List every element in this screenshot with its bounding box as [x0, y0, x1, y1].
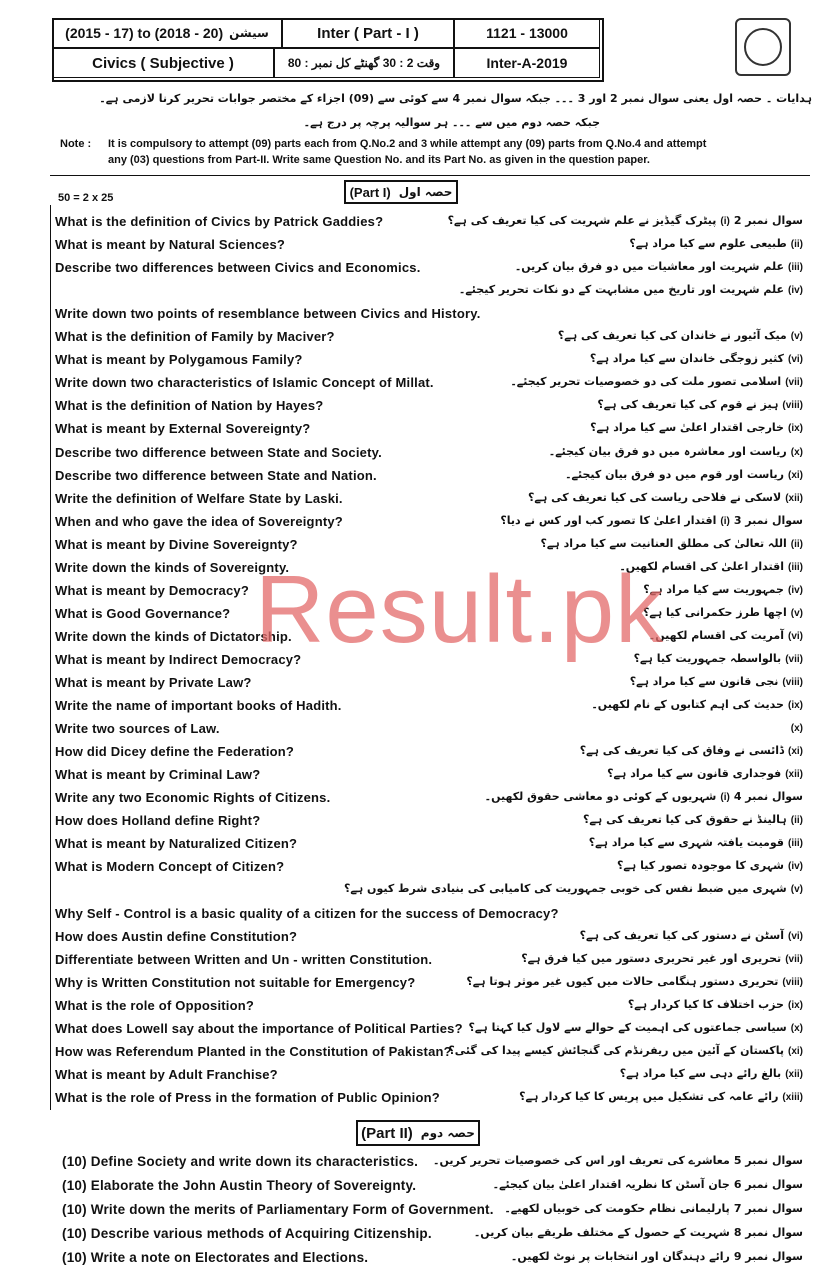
part1-label-en: (Part I) [349, 184, 391, 200]
long-question-body: Define Society and write down its characteristics. [90, 1154, 419, 1169]
long-question-number-label: سوال نمبر 8 [733, 1226, 803, 1239]
question-text-en: How did Dicey define the Federation? [55, 744, 295, 760]
question-part-number: (ii) [790, 239, 803, 251]
question-text-ur-body: نجی قانون سے کیا مراد ہے؟ [629, 675, 779, 688]
question-text-ur-body: حزب اختلاف کا کیا کردار ہے؟ [627, 997, 784, 1011]
question-text-en: Describe two difference between State and Nation. [55, 467, 377, 483]
question-text-ur [344, 882, 803, 895]
long-question-marks: (10) [62, 1250, 91, 1265]
question-text-ur-body: علم شہریت اور معاشیات میں دو فرق بیان کریں۔ [514, 260, 784, 274]
question-text-en: What does Lowell say about the importance of Political Parties? [55, 1020, 463, 1036]
question-part-number: (xiii) [782, 1091, 803, 1103]
question-text-ur [649, 629, 803, 642]
long-question-body-ur: جان آسٹن کا نظریہ اقتدار اعلیٰ بیان کیجئے۔ [492, 1178, 730, 1191]
question-text-ur [521, 952, 803, 965]
question-text-ur-body: بالواسطہ جمہوریت کیا ہے؟ [633, 651, 782, 665]
question-text-ur [597, 398, 803, 411]
question-row [55, 834, 803, 856]
question-text-en: What is the role of Press in the formation of Public Opinion? [55, 1089, 440, 1105]
note-line-2: any (03) questions from Part-II. Write same Question No. and its Part No. as given in the question paper. [108, 154, 650, 166]
question-part-number: (ix) [787, 423, 803, 435]
question-text-en: Write two sources of Law. [55, 721, 220, 737]
long-question-body-ur: معاشرے کی تعریف اور اس کی خصوصیات تحریر کریں۔ [433, 1154, 730, 1167]
question-row [55, 1088, 803, 1110]
paper-title: Inter ( Part - I ) [317, 24, 419, 42]
question-text-en: What is Modern Concept of Citizen? [55, 859, 285, 875]
question-part-number: (ii) [790, 815, 803, 827]
question-text-ur-body: ڈائسی نے وفاق کی کیا تعریف کی ہے؟ [579, 744, 784, 758]
question-text-en: Write down the kinds of Sovereignty. [55, 559, 290, 575]
instructions-urdu-1: ہدایات ۔ حصہ اول یعنی سوال نمبر 2 اور 3 ۔۔۔ جبکہ سوال نمبر 4 سے کوئی سے (09) اجزاء کے مختصر جوابات تحریر کرنا لازمی ہے۔ [99, 92, 812, 105]
question-text-ur-body: اقتدار اعلیٰ کی اقسام لکھیں۔ [619, 559, 784, 573]
question-text-en: Why Self - Control is a basic quality of a citizen for the success of Democracy? [55, 905, 559, 921]
question-text-en: How does Holland define Right? [55, 813, 261, 829]
question-text-ur-body: تحریری اور غیر تحریری دستور میں کیا فرق ہے؟ [521, 951, 782, 965]
question-text-en: Write the name of important books of Hadith. [55, 698, 342, 714]
long-question-text-en [62, 1202, 494, 1217]
question-text-ur [549, 445, 803, 458]
question-text-ur-body: ریاست اور قوم میں دو فرق بیان کیجئے۔ [565, 467, 784, 481]
session-range: (2015 - 17) to (2018 - 20) [65, 25, 224, 41]
long-question-body: Elaborate the John Austin Theory of Sovereignty. [90, 1178, 417, 1193]
question-text-ur [629, 237, 803, 250]
question-text-en: Describe two difference between State and Society. [55, 444, 382, 460]
question-text-en: How does Austin define Constitution? [55, 928, 298, 944]
question-text-ur [468, 1021, 803, 1034]
question-text-ur-body: رائے عامہ کی تشکیل میں پریس کا کیا کردار ہے؟ [519, 1089, 779, 1103]
question-text-ur [540, 537, 803, 550]
question-text-ur [459, 283, 803, 296]
question-text-ur [589, 836, 803, 849]
question-part-number: (i) [720, 216, 730, 227]
question-row [55, 880, 803, 902]
time-marks-cell [274, 48, 454, 78]
long-question-marks: (10) [62, 1178, 91, 1193]
question-part-number: (iii) [787, 838, 803, 850]
question-text-ur-body: قومیت یافتہ شہری سے کیا مراد ہے؟ [588, 836, 784, 850]
question-text-en: How was Referendum Planted in the Constitution of Pakistan? [55, 1043, 452, 1059]
long-question-marks: (10) [62, 1226, 91, 1241]
board-seal-icon [735, 18, 791, 76]
question-text-en: What is meant by Divine Sovereignty? [55, 536, 298, 552]
session-cell [52, 18, 282, 48]
question-part-number: (vii) [785, 377, 803, 389]
question-text-en: What is meant by External Sovereignty? [55, 421, 311, 437]
question-text-en: What is the definition of Civics by Patrick Gaddies? [55, 214, 384, 229]
question-text-ur [448, 1044, 803, 1057]
question-text-ur [630, 675, 803, 688]
question-text-ur [591, 698, 803, 711]
long-question-text-ur [474, 1226, 803, 1239]
question-text-ur-body: شہری میں ضبط نفس کی خوبی جمہوریت کی کامیابی کی بنیادی شرط کیوں ہے؟ [343, 882, 787, 896]
question-text-ur-body: علم شہریت اور تاریخ میں مشابہت کے دو نکات تحریر کیجئے۔ [458, 283, 784, 297]
watermark: Result.pk [255, 556, 665, 663]
question-text-en: What is meant by Indirect Democracy? [55, 651, 302, 667]
question-text-ur [617, 859, 803, 872]
question-part-number: (x) [790, 446, 803, 458]
question-row [55, 927, 803, 949]
question-row [55, 281, 803, 303]
question-row [55, 904, 803, 926]
question-text-ur [519, 1090, 803, 1103]
long-question-body-ur: شہریت کے حصول کے مختلف طریقے بیان کریں۔ [473, 1226, 730, 1239]
question-text-ur [466, 975, 803, 988]
long-question-body: Write down the merits of Parliamentary Form of Government. [90, 1202, 494, 1217]
long-question-text-en [62, 1178, 416, 1193]
long-question-body: Describe various methods of Acquiring Citizenship. [90, 1226, 432, 1241]
question-text-en: What is the definition of Family by Maciver? [55, 329, 335, 345]
question-text-ur-body: جمہوریت سے کیا مراد ہے؟ [643, 582, 784, 596]
question-row [55, 443, 803, 465]
long-question-marks: (10) [62, 1154, 91, 1169]
question-row [55, 535, 803, 557]
question-part-number: (i) [720, 515, 730, 527]
question-part-number: (xi) [787, 746, 803, 758]
question-text-ur [528, 491, 803, 504]
subject-title: Civics ( Subjective ) [92, 54, 234, 72]
question-number-label: سوال نمبر 4 [733, 790, 803, 804]
long-question-text-ur [511, 1250, 803, 1263]
paper-code-cell [454, 48, 600, 78]
long-question-body: Write a note on Electorates and Elections. [90, 1250, 369, 1265]
question-row [55, 489, 803, 511]
question-text-en: Differentiate between Written and Un - written Constitution. [55, 951, 433, 967]
question-row [55, 696, 803, 718]
part1-marks: 50 = 2 x 25 [58, 192, 114, 204]
question-text-ur-body: اسلامی تصور ملت کی دو خصوصیات تحریر کیجئے۔ [510, 375, 782, 389]
question-text-ur-body: شہری کا موجودہ تصور کیا ہے؟ [616, 859, 784, 873]
question-text-ur-body: ریاست اور معاشرہ میں دو فرق بیان کیجئے۔ [548, 444, 787, 458]
question-text-ur [580, 744, 803, 757]
question-row [55, 673, 803, 695]
question-part-number: (v) [790, 607, 803, 619]
long-question-body-ur: رائے دہندگان اور انتخابات پر نوٹ لکھیں۔ [510, 1250, 730, 1263]
note-label: Note : [60, 138, 92, 150]
question-text-ur-body: بالغ رائے دہی سے کیا مراد ہے؟ [619, 1066, 782, 1080]
question-part-number: (viii) [782, 976, 803, 988]
question-part-number: (i) [720, 792, 730, 804]
question-row [55, 327, 803, 349]
question-part-number: (xi) [787, 469, 803, 481]
question-part-number: (vi) [787, 630, 803, 642]
question-text-ur [583, 813, 803, 826]
part1-divider [50, 175, 810, 176]
session-label: سیشن [229, 26, 269, 40]
question-row [55, 235, 803, 257]
question-text-en: What is the role of Opposition? [55, 997, 255, 1013]
question-text-en: What is meant by Democracy? [55, 582, 249, 598]
question-text-ur-body: فوجداری قانون سے کیا مراد ہے؟ [607, 767, 782, 781]
question-row [55, 973, 803, 995]
question-part-number: (xii) [785, 492, 803, 504]
question-row [55, 742, 803, 764]
question-text-ur-body: اللہ تعالیٰ کی مطلق العنانیت سے کیا مراد ہے؟ [540, 536, 787, 550]
code-cell [454, 18, 600, 48]
question-text-ur-body: آمریت کی اقسام لکھیں۔ [648, 628, 784, 642]
long-question-number-label: سوال نمبر 7 [733, 1202, 803, 1215]
question-text-ur-body: پاکستان کے آئین میں ریفرنڈم کی گنجائش کیسے پیدا کی گئی؟ [448, 1043, 784, 1057]
question-row [55, 212, 803, 234]
question-text-en: What is meant by Private Law? [55, 675, 252, 690]
long-question-number-label: سوال نمبر 6 [733, 1178, 803, 1191]
part2-label-ur: حصہ دوم [420, 1126, 475, 1140]
instructions-urdu-2: جبکہ حصہ دوم میں سے ۔۔۔ ہر سوالیہ پرچہ پر درج ہے۔ [303, 116, 600, 129]
long-question-number-label: سوال نمبر 9 [733, 1250, 803, 1263]
paper-number: 1121 - 13000 [486, 25, 568, 41]
question-text-ur-body: لاسکی نے فلاحی ریاست کی کیا تعریف کی ہے؟ [528, 490, 782, 504]
question-text-en: What is meant by Naturalized Citizen? [55, 836, 298, 852]
question-row [55, 811, 803, 833]
question-row [55, 350, 803, 372]
long-question-number-label: سوال نمبر 5 [733, 1154, 803, 1167]
question-row [55, 719, 803, 741]
question-text-en: What is meant by Polygamous Family? [55, 352, 303, 368]
question-text-ur [620, 1067, 803, 1080]
question-row [55, 996, 803, 1018]
question-text-en: Write down two points of resemblance between Civics and History. [55, 306, 481, 322]
question-text-ur-body: آسٹن نے دستور کی کیا تعریف کی ہے؟ [579, 928, 784, 942]
question-text-en: Describe two differences between Civics and Economics. [55, 260, 421, 276]
long-question-text-ur [493, 1178, 803, 1191]
question-text-en: What is meant by Criminal Law? [55, 767, 261, 783]
question-text-ur-body: خارجی اقتدار اعلیٰ سے کیا مراد ہے؟ [590, 421, 784, 435]
question-text-en: Write down the kinds of Dictatorship. [55, 628, 292, 644]
question-part-number: (iv) [787, 584, 803, 596]
question-row [55, 466, 803, 488]
question-text-ur [558, 329, 803, 342]
question-text-ur [590, 352, 803, 365]
question-part-number: (x) [790, 723, 803, 735]
paper-cell [282, 18, 454, 48]
question-part-number: (xii) [785, 1068, 803, 1080]
long-question-row [62, 1200, 803, 1222]
long-question-text-ur [504, 1202, 803, 1215]
question-text-ur-body: حدیث کی اہم کتابوں کے نام لکھیں۔ [591, 698, 784, 712]
question-row [55, 1065, 803, 1087]
question-part-number: (iii) [787, 262, 803, 274]
question-text-ur-body: سیاسی جماعتوں کی اہمیت کے حوالے سے لاول کیا کہتا ہے؟ [468, 1020, 787, 1034]
question-part-number: (ii) [790, 538, 803, 550]
question-number-label: سوال نمبر 3 [733, 513, 803, 527]
long-question-body-ur: پارلیمانی نظام حکومت کی خوبیاں لکھیے۔ [504, 1202, 730, 1215]
question-text-ur [787, 721, 803, 734]
question-row [55, 419, 803, 441]
question-number-label: سوال نمبر 2 [733, 214, 803, 227]
question-row [55, 1019, 803, 1041]
question-text-ur [515, 260, 803, 273]
part2-label-en: (Part II) [361, 1124, 413, 1142]
question-text-en: When and who gave the idea of Sovereignty? [55, 513, 343, 529]
paper-code: Inter-A-2019 [486, 55, 568, 71]
part1-border-left [50, 205, 51, 1110]
question-part-number: (vi) [787, 930, 803, 942]
question-text-ur-body: اقتدار اعلیٰ کا تصور کب اور کس نے دیا؟ [500, 513, 717, 527]
question-row [55, 765, 803, 787]
question-text-en: What is Good Governance? [55, 605, 231, 621]
question-part-number: (ix) [787, 999, 803, 1011]
question-text-ur-body: تحریری دستور ہنگامی حالات میں کیوں غیر موثر ہوتا ہے؟ [466, 974, 779, 988]
long-question-row [62, 1152, 803, 1174]
time-marks: 80 : وقت 2 : 30 گھنٹے کل نمبر [287, 56, 441, 70]
question-row [55, 396, 803, 418]
long-question-text-en [62, 1226, 432, 1241]
question-text-ur-body: ہالینڈ نے حقوق کی کیا تعریف کی ہے؟ [582, 813, 787, 827]
question-part-number: (v) [790, 884, 803, 896]
question-row [55, 512, 803, 534]
question-part-number: (iv) [787, 285, 803, 297]
question-text-ur [500, 514, 803, 527]
question-part-number: (iii) [787, 561, 803, 573]
question-text-ur [590, 421, 803, 434]
long-question-text-en [62, 1250, 368, 1265]
question-text-ur [510, 375, 803, 388]
question-part-number: (vi) [787, 354, 803, 366]
question-row [55, 304, 803, 326]
question-text-en: Write the definition of Welfare State by Laski. [55, 490, 343, 506]
long-question-text-en [62, 1154, 418, 1169]
question-part-number: (viii) [782, 400, 803, 412]
question-text-ur [485, 790, 803, 803]
long-question-marks: (10) [62, 1202, 91, 1217]
question-text-ur-body: میک آئیور نے خاندان کی کیا تعریف کی ہے؟ [557, 329, 787, 343]
note-line-1: It is compulsory to attempt (09) parts each from Q.No.2 and 3 while attempt any (09) parts from Q.No.4 and attempt [108, 138, 707, 150]
long-question-row [62, 1248, 803, 1270]
question-row [55, 950, 803, 972]
question-text-en: Why is Written Constitution not suitable for Emergency? [55, 974, 416, 990]
question-text-en: What is the definition of Nation by Hayes? [55, 398, 324, 414]
question-row [55, 857, 803, 879]
part2-label [356, 1120, 480, 1146]
question-text-ur-body: اچھا طرز حکمرانی کیا ہے؟ [642, 605, 787, 619]
subject-cell [52, 48, 274, 78]
question-text-ur [643, 583, 803, 596]
question-text-en: What is meant by Natural Sciences? [55, 237, 286, 253]
question-part-number: (vii) [785, 653, 803, 665]
question-part-number: (ix) [787, 700, 803, 712]
question-text-ur [607, 767, 803, 780]
question-text-ur-body: شہریوں کے کوئی دو معاشی حقوق لکھیں۔ [484, 790, 717, 804]
question-row [55, 788, 803, 810]
question-row [55, 1042, 803, 1064]
question-text-ur-body: پیٹرک گیڈیز نے علم شہریت کی کیا تعریف کی ہے؟ [447, 214, 717, 227]
question-text-ur [448, 214, 803, 227]
long-question-text-ur [433, 1154, 803, 1167]
long-question-row [62, 1176, 803, 1198]
question-text-en: What is meant by Adult Franchise? [55, 1066, 278, 1082]
question-part-number: (x) [790, 1022, 803, 1034]
question-text-en: Write down two characteristics of Islamic Concept of Millat. [55, 375, 434, 391]
long-question-row [62, 1224, 803, 1246]
question-text-ur-body: طبیعی علوم سے کیا مراد ہے؟ [629, 237, 787, 251]
question-text-ur [565, 468, 803, 481]
question-text-ur-body: کثیر زوجگی خاندان سے کیا مراد ہے؟ [589, 352, 784, 366]
part1-label [344, 180, 458, 204]
question-part-number: (iv) [787, 861, 803, 873]
question-text-en: Write any two Economic Rights of Citizens. [55, 790, 331, 806]
question-part-number: (xii) [785, 769, 803, 781]
question-text-ur [643, 606, 803, 619]
question-row [55, 258, 803, 280]
question-part-number: (viii) [782, 677, 803, 688]
question-text-ur-body: ہیز نے قوم کی کیا تعریف کی ہے؟ [597, 398, 779, 412]
question-text-ur [580, 929, 803, 942]
question-text-ur [628, 998, 803, 1011]
question-row [55, 373, 803, 395]
question-part-number: (xi) [787, 1045, 803, 1057]
question-part-number: (v) [790, 331, 803, 343]
part1-label-ur: حصہ اول [398, 185, 453, 199]
question-part-number: (vii) [785, 953, 803, 965]
